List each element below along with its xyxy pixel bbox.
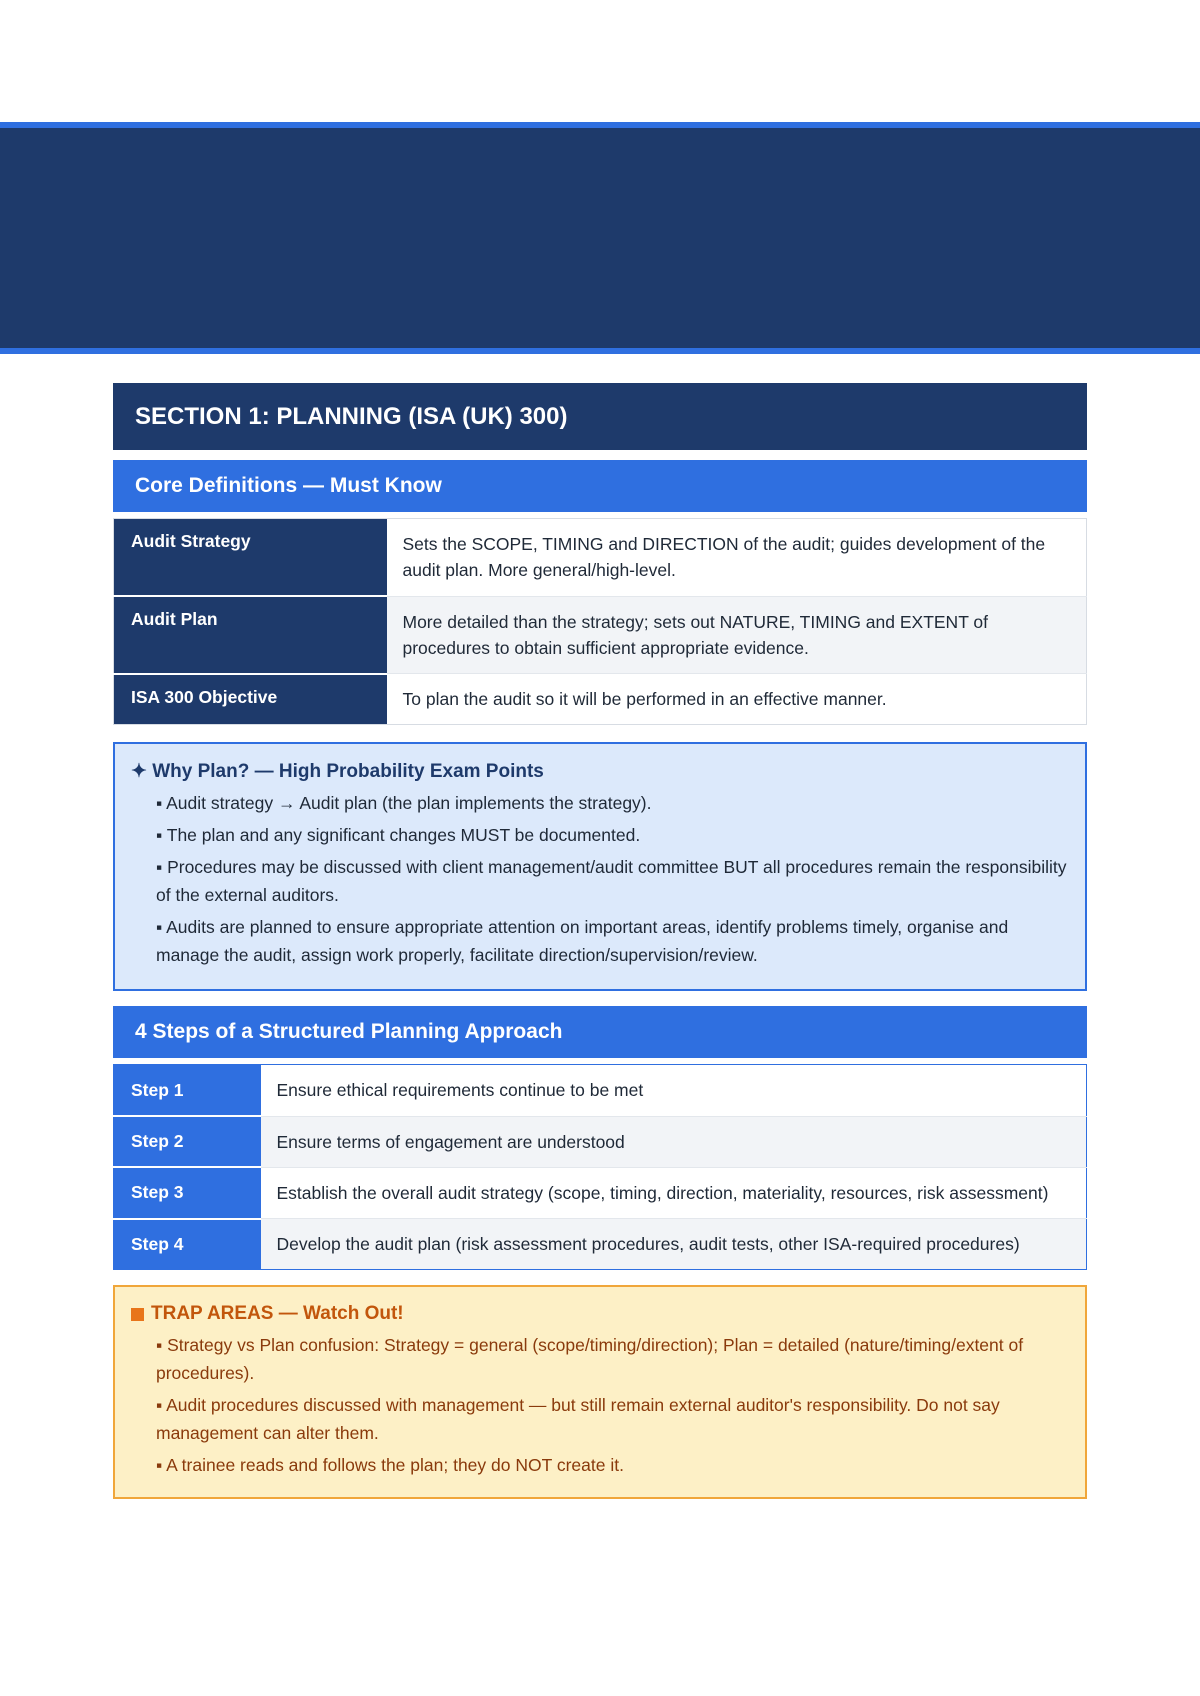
- step-text: Ensure terms of engagement are understood: [261, 1116, 1087, 1167]
- list-item: ▪ A trainee reads and follows the plan; they do NOT create it.: [156, 1455, 624, 1476]
- section-title: SECTION 1: PLANNING (ISA (UK) 300): [113, 383, 1087, 450]
- definitions-table: [113, 518, 1087, 725]
- step-label: Step 2: [114, 1116, 261, 1167]
- step-label: Step 1: [114, 1065, 261, 1116]
- why-plan-box: [113, 742, 1087, 991]
- trap-areas-box: [113, 1285, 1087, 1499]
- definition-desc: More detailed than the strategy; sets out NATURE, TIMING and EXTENT of procedures to obtain sufficient appropriate evidence.: [387, 596, 1087, 674]
- table-row: [114, 1065, 1087, 1116]
- list-item: ▪ Audit procedures discussed with management — but still remain external auditor's responsibility. Do not say management can alter them.: [156, 1395, 1000, 1444]
- list-item: ▪ The plan and any significant changes MUST be documented.: [156, 825, 641, 846]
- step-label: Step 3: [114, 1167, 261, 1218]
- sparkle-icon: ✦: [131, 761, 147, 783]
- table-row: [114, 1219, 1087, 1270]
- list-item: ▪ Procedures may be discussed with client management/audit committee BUT all procedures remain the responsibility of the external auditors.: [156, 857, 1067, 906]
- definition-term: Audit Strategy: [114, 519, 387, 597]
- steps-table: [113, 1064, 1087, 1270]
- why-plan-list: [131, 789, 1069, 969]
- table-row: [114, 596, 1087, 674]
- page-content: [113, 383, 1087, 1499]
- list-item: ▪ Strategy vs Plan confusion: Strategy = general (scope/timing/direction); Plan = detailed (nature/timing/extent of procedures).: [156, 1335, 1024, 1384]
- list-item: ▪ Audits are planned to ensure appropriate attention on important areas, identify problems timely, organise and manage the audit, assign work properly, facilitate direction/supervision/review.: [156, 917, 1009, 966]
- table-row: [114, 519, 1087, 597]
- definition-term: ISA 300 Objective: [114, 674, 387, 725]
- trap-areas-title-text: TRAP AREAS — Watch Out!: [151, 1303, 404, 1325]
- why-plan-title-text: Why Plan? — High Probability Exam Points: [152, 761, 544, 783]
- step-label: Step 4: [114, 1219, 261, 1270]
- definitions-header: Core Definitions — Must Know: [113, 460, 1087, 512]
- definition-desc: To plan the audit so it will be performed in an effective manner.: [402, 689, 887, 709]
- header-banner: [0, 122, 1200, 354]
- square-icon: [131, 1308, 144, 1321]
- steps-header: 4 Steps of a Structured Planning Approach: [113, 1006, 1087, 1058]
- trap-areas-list: [131, 1331, 1069, 1479]
- trap-areas-title: [131, 1303, 1069, 1325]
- table-row: [114, 1116, 1087, 1167]
- why-plan-title: [131, 760, 1069, 783]
- table-row: [114, 1167, 1087, 1218]
- table-row: [114, 674, 1087, 725]
- definition-desc: Sets the SCOPE, TIMING and DIRECTION of the audit; guides development of the audit plan. More general/high-level.: [387, 519, 1087, 597]
- list-item: ▪ Audit strategy → Audit plan (the plan implements the strategy).: [156, 793, 652, 814]
- step-text: Ensure ethical requirements continue to be met: [261, 1065, 1087, 1116]
- step-text: Develop the audit plan (risk assessment procedures, audit tests, other ISA-required procedures): [261, 1219, 1087, 1270]
- definition-term: Audit Plan: [114, 596, 387, 674]
- step-text: Establish the overall audit strategy (scope, timing, direction, materiality, resources, risk assessment): [261, 1167, 1087, 1218]
